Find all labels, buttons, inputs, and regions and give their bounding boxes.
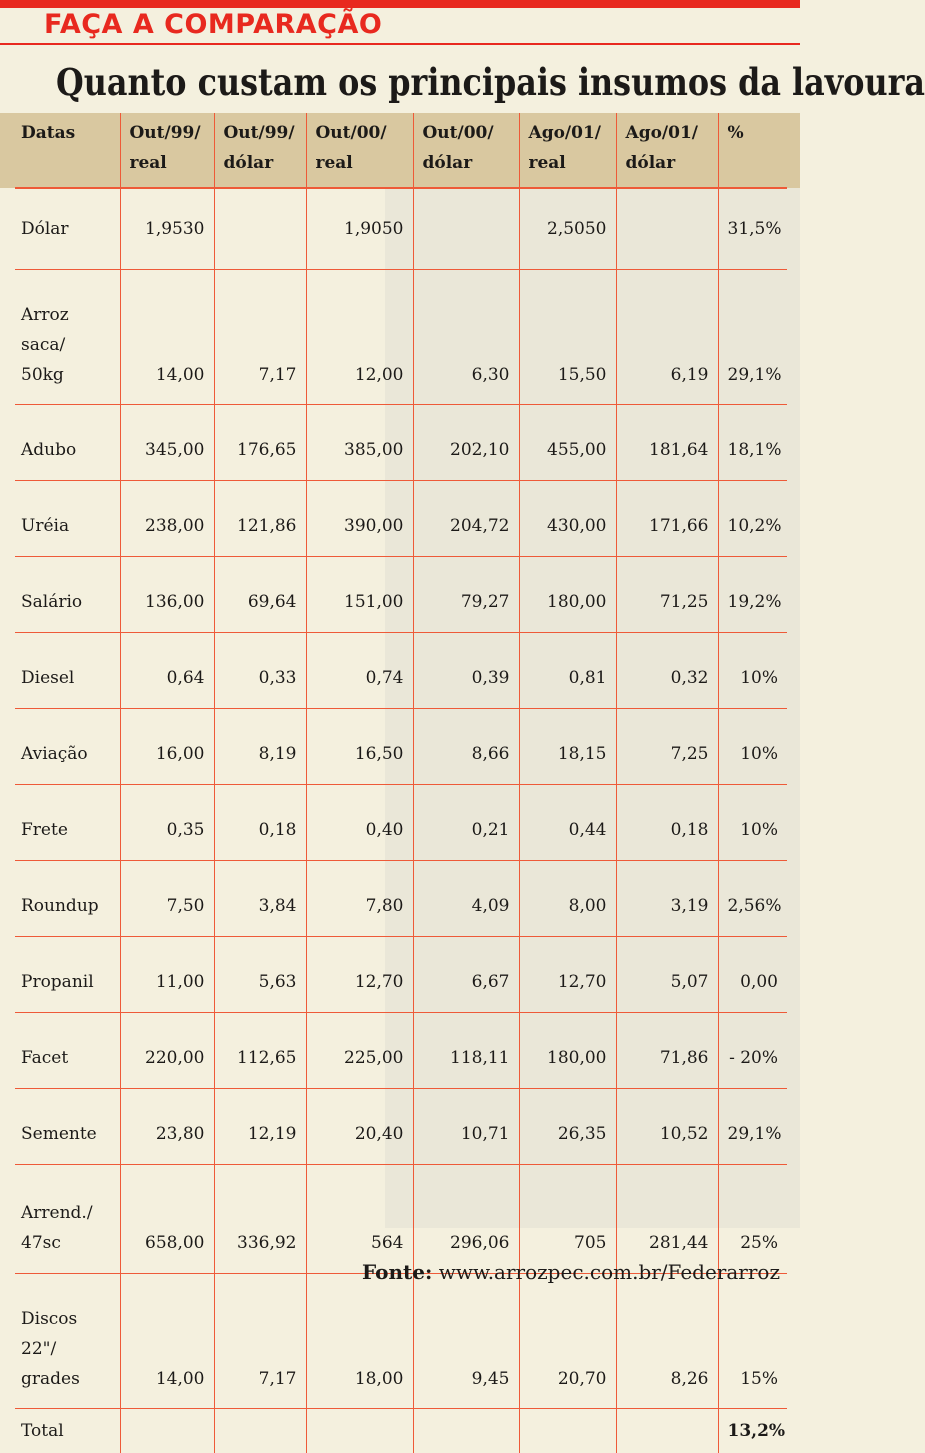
table-row: [15, 1013, 787, 1089]
value-cell: 18,00: [306, 1274, 413, 1409]
value-cell: 180,00: [519, 1013, 616, 1089]
value-cell: 112,65: [214, 1013, 306, 1089]
value-cell: 8,26: [616, 1274, 718, 1409]
value-cell: 0,44: [519, 785, 616, 861]
value-cell: 281,44: [616, 1165, 718, 1274]
value-cell: 564: [306, 1165, 413, 1274]
headline: Quanto custam os principais insumos da lavoura: [56, 56, 744, 108]
top-accent-bar: [0, 0, 800, 8]
percent-cell: 10,2%: [718, 481, 787, 557]
value-cell: 3,19: [616, 861, 718, 937]
percent-cell: 19,2%: [718, 557, 787, 633]
row-label: Semente: [15, 1089, 120, 1165]
section-label: FAÇA A COMPARAÇÃO: [44, 8, 382, 42]
value-cell: 79,27: [413, 557, 519, 633]
table-row: [15, 1274, 787, 1409]
price-comparison-table: [15, 113, 787, 1453]
value-cell: 0,74: [306, 633, 413, 709]
column-header: Datas: [15, 113, 120, 188]
value-cell: 220,00: [120, 1013, 214, 1089]
value-cell: 5,07: [616, 937, 718, 1013]
value-cell: 176,65: [214, 405, 306, 481]
value-cell: 136,00: [120, 557, 214, 633]
value-cell: 20,40: [306, 1089, 413, 1165]
value-cell: 7,50: [120, 861, 214, 937]
row-label: Frete: [15, 785, 120, 861]
value-cell: 390,00: [306, 481, 413, 557]
value-cell: 2,5050: [519, 188, 616, 270]
column-header: Ago/01/ dólar: [616, 113, 718, 188]
value-cell: 4,09: [413, 861, 519, 937]
value-cell: 0,81: [519, 633, 616, 709]
value-cell: 0,32: [616, 633, 718, 709]
value-cell: 202,10: [413, 405, 519, 481]
value-cell: 180,00: [519, 557, 616, 633]
value-cell: 0,18: [214, 785, 306, 861]
table-row: [15, 861, 787, 937]
percent-cell: 15%: [718, 1274, 787, 1409]
value-cell: 1,9530: [120, 188, 214, 270]
percent-cell: 10%: [718, 709, 787, 785]
value-cell: [616, 188, 718, 270]
percent-cell: 2,56%: [718, 861, 787, 937]
value-cell: 3,84: [214, 861, 306, 937]
value-cell: 0,21: [413, 785, 519, 861]
column-header: Ago/01/ real: [519, 113, 616, 188]
table-row: [15, 937, 787, 1013]
row-label: Uréia: [15, 481, 120, 557]
value-cell: [120, 1409, 214, 1453]
value-cell: 8,00: [519, 861, 616, 937]
percent-cell: 25%: [718, 1165, 787, 1274]
table-row: [15, 709, 787, 785]
value-cell: 336,92: [214, 1165, 306, 1274]
percent-cell: 29,1%: [718, 1089, 787, 1165]
value-cell: [519, 1409, 616, 1453]
value-cell: 18,15: [519, 709, 616, 785]
value-cell: [214, 188, 306, 270]
value-cell: 7,25: [616, 709, 718, 785]
value-cell: 7,80: [306, 861, 413, 937]
value-cell: 8,66: [413, 709, 519, 785]
value-cell: 238,00: [120, 481, 214, 557]
row-label: Salário: [15, 557, 120, 633]
value-cell: 12,00: [306, 270, 413, 405]
row-label: Aviação: [15, 709, 120, 785]
row-label: Facet: [15, 1013, 120, 1089]
percent-cell: 10%: [718, 633, 787, 709]
table-row: [15, 188, 787, 270]
table-row: [15, 557, 787, 633]
column-header: Out/99/ dólar: [214, 113, 306, 188]
percent-cell: 18,1%: [718, 405, 787, 481]
value-cell: 0,64: [120, 633, 214, 709]
value-cell: 6,67: [413, 937, 519, 1013]
column-header: Out/00/ real: [306, 113, 413, 188]
column-header: Out/99/ real: [120, 113, 214, 188]
value-cell: [306, 1409, 413, 1453]
value-cell: 7,17: [214, 1274, 306, 1409]
value-cell: 9,45: [413, 1274, 519, 1409]
value-cell: 430,00: [519, 481, 616, 557]
percent-cell: 29,1%: [718, 270, 787, 405]
value-cell: 14,00: [120, 1274, 214, 1409]
value-cell: 705: [519, 1165, 616, 1274]
value-cell: 0,39: [413, 633, 519, 709]
row-label: Adubo: [15, 405, 120, 481]
value-cell: 7,17: [214, 270, 306, 405]
value-cell: 71,86: [616, 1013, 718, 1089]
value-cell: 0,18: [616, 785, 718, 861]
value-cell: [413, 1409, 519, 1453]
table-row: [15, 405, 787, 481]
row-label: Discos 22"/ grades: [15, 1274, 120, 1409]
value-cell: [413, 188, 519, 270]
value-cell: 8,19: [214, 709, 306, 785]
row-label: Dólar: [15, 188, 120, 270]
value-cell: 455,00: [519, 405, 616, 481]
table-row: [15, 1409, 787, 1453]
value-cell: 1,9050: [306, 188, 413, 270]
value-cell: 171,66: [616, 481, 718, 557]
value-cell: 10,52: [616, 1089, 718, 1165]
value-cell: 26,35: [519, 1089, 616, 1165]
value-cell: [214, 1409, 306, 1453]
value-cell: 658,00: [120, 1165, 214, 1274]
value-cell: 5,63: [214, 937, 306, 1013]
row-label: Arrend./ 47sc: [15, 1165, 120, 1274]
value-cell: 71,25: [616, 557, 718, 633]
value-cell: 11,00: [120, 937, 214, 1013]
value-cell: 15,50: [519, 270, 616, 405]
column-header: %: [718, 113, 787, 188]
value-cell: 385,00: [306, 405, 413, 481]
source-text: www.arrozpec.com.br/Federarroz: [439, 1260, 780, 1284]
value-cell: 296,06: [413, 1165, 519, 1274]
value-cell: 0,35: [120, 785, 214, 861]
value-cell: 6,19: [616, 270, 718, 405]
row-label: Propanil: [15, 937, 120, 1013]
value-cell: 204,72: [413, 481, 519, 557]
value-cell: 16,00: [120, 709, 214, 785]
value-cell: 151,00: [306, 557, 413, 633]
percent-cell: 0,00: [718, 937, 787, 1013]
value-cell: 20,70: [519, 1274, 616, 1409]
table-row: [15, 785, 787, 861]
row-label: Arroz saca/ 50kg: [15, 270, 120, 405]
value-cell: 69,64: [214, 557, 306, 633]
value-cell: 345,00: [120, 405, 214, 481]
value-cell: 12,70: [519, 937, 616, 1013]
table-row: [15, 270, 787, 405]
value-cell: 118,11: [413, 1013, 519, 1089]
percent-cell: 31,5%: [718, 188, 787, 270]
percent-cell: 10%: [718, 785, 787, 861]
value-cell: 23,80: [120, 1089, 214, 1165]
table-row: [15, 481, 787, 557]
value-cell: 0,40: [306, 785, 413, 861]
value-cell: 16,50: [306, 709, 413, 785]
value-cell: 10,71: [413, 1089, 519, 1165]
value-cell: 0,33: [214, 633, 306, 709]
source-label: Fonte:: [362, 1260, 432, 1284]
value-cell: [616, 1409, 718, 1453]
value-cell: 225,00: [306, 1013, 413, 1089]
percent-cell: - 20%: [718, 1013, 787, 1089]
row-label: Roundup: [15, 861, 120, 937]
value-cell: 181,64: [616, 405, 718, 481]
row-label: Diesel: [15, 633, 120, 709]
value-cell: 6,30: [413, 270, 519, 405]
value-cell: 121,86: [214, 481, 306, 557]
column-header: Out/00/ dólar: [413, 113, 519, 188]
table-row: [15, 633, 787, 709]
percent-cell: 13,2%: [718, 1409, 787, 1453]
value-cell: 12,70: [306, 937, 413, 1013]
source-credit: [362, 1258, 780, 1286]
row-label: Total: [15, 1409, 120, 1453]
value-cell: 14,00: [120, 270, 214, 405]
header-rule: [0, 43, 800, 45]
table-row: [15, 1089, 787, 1165]
value-cell: 12,19: [214, 1089, 306, 1165]
